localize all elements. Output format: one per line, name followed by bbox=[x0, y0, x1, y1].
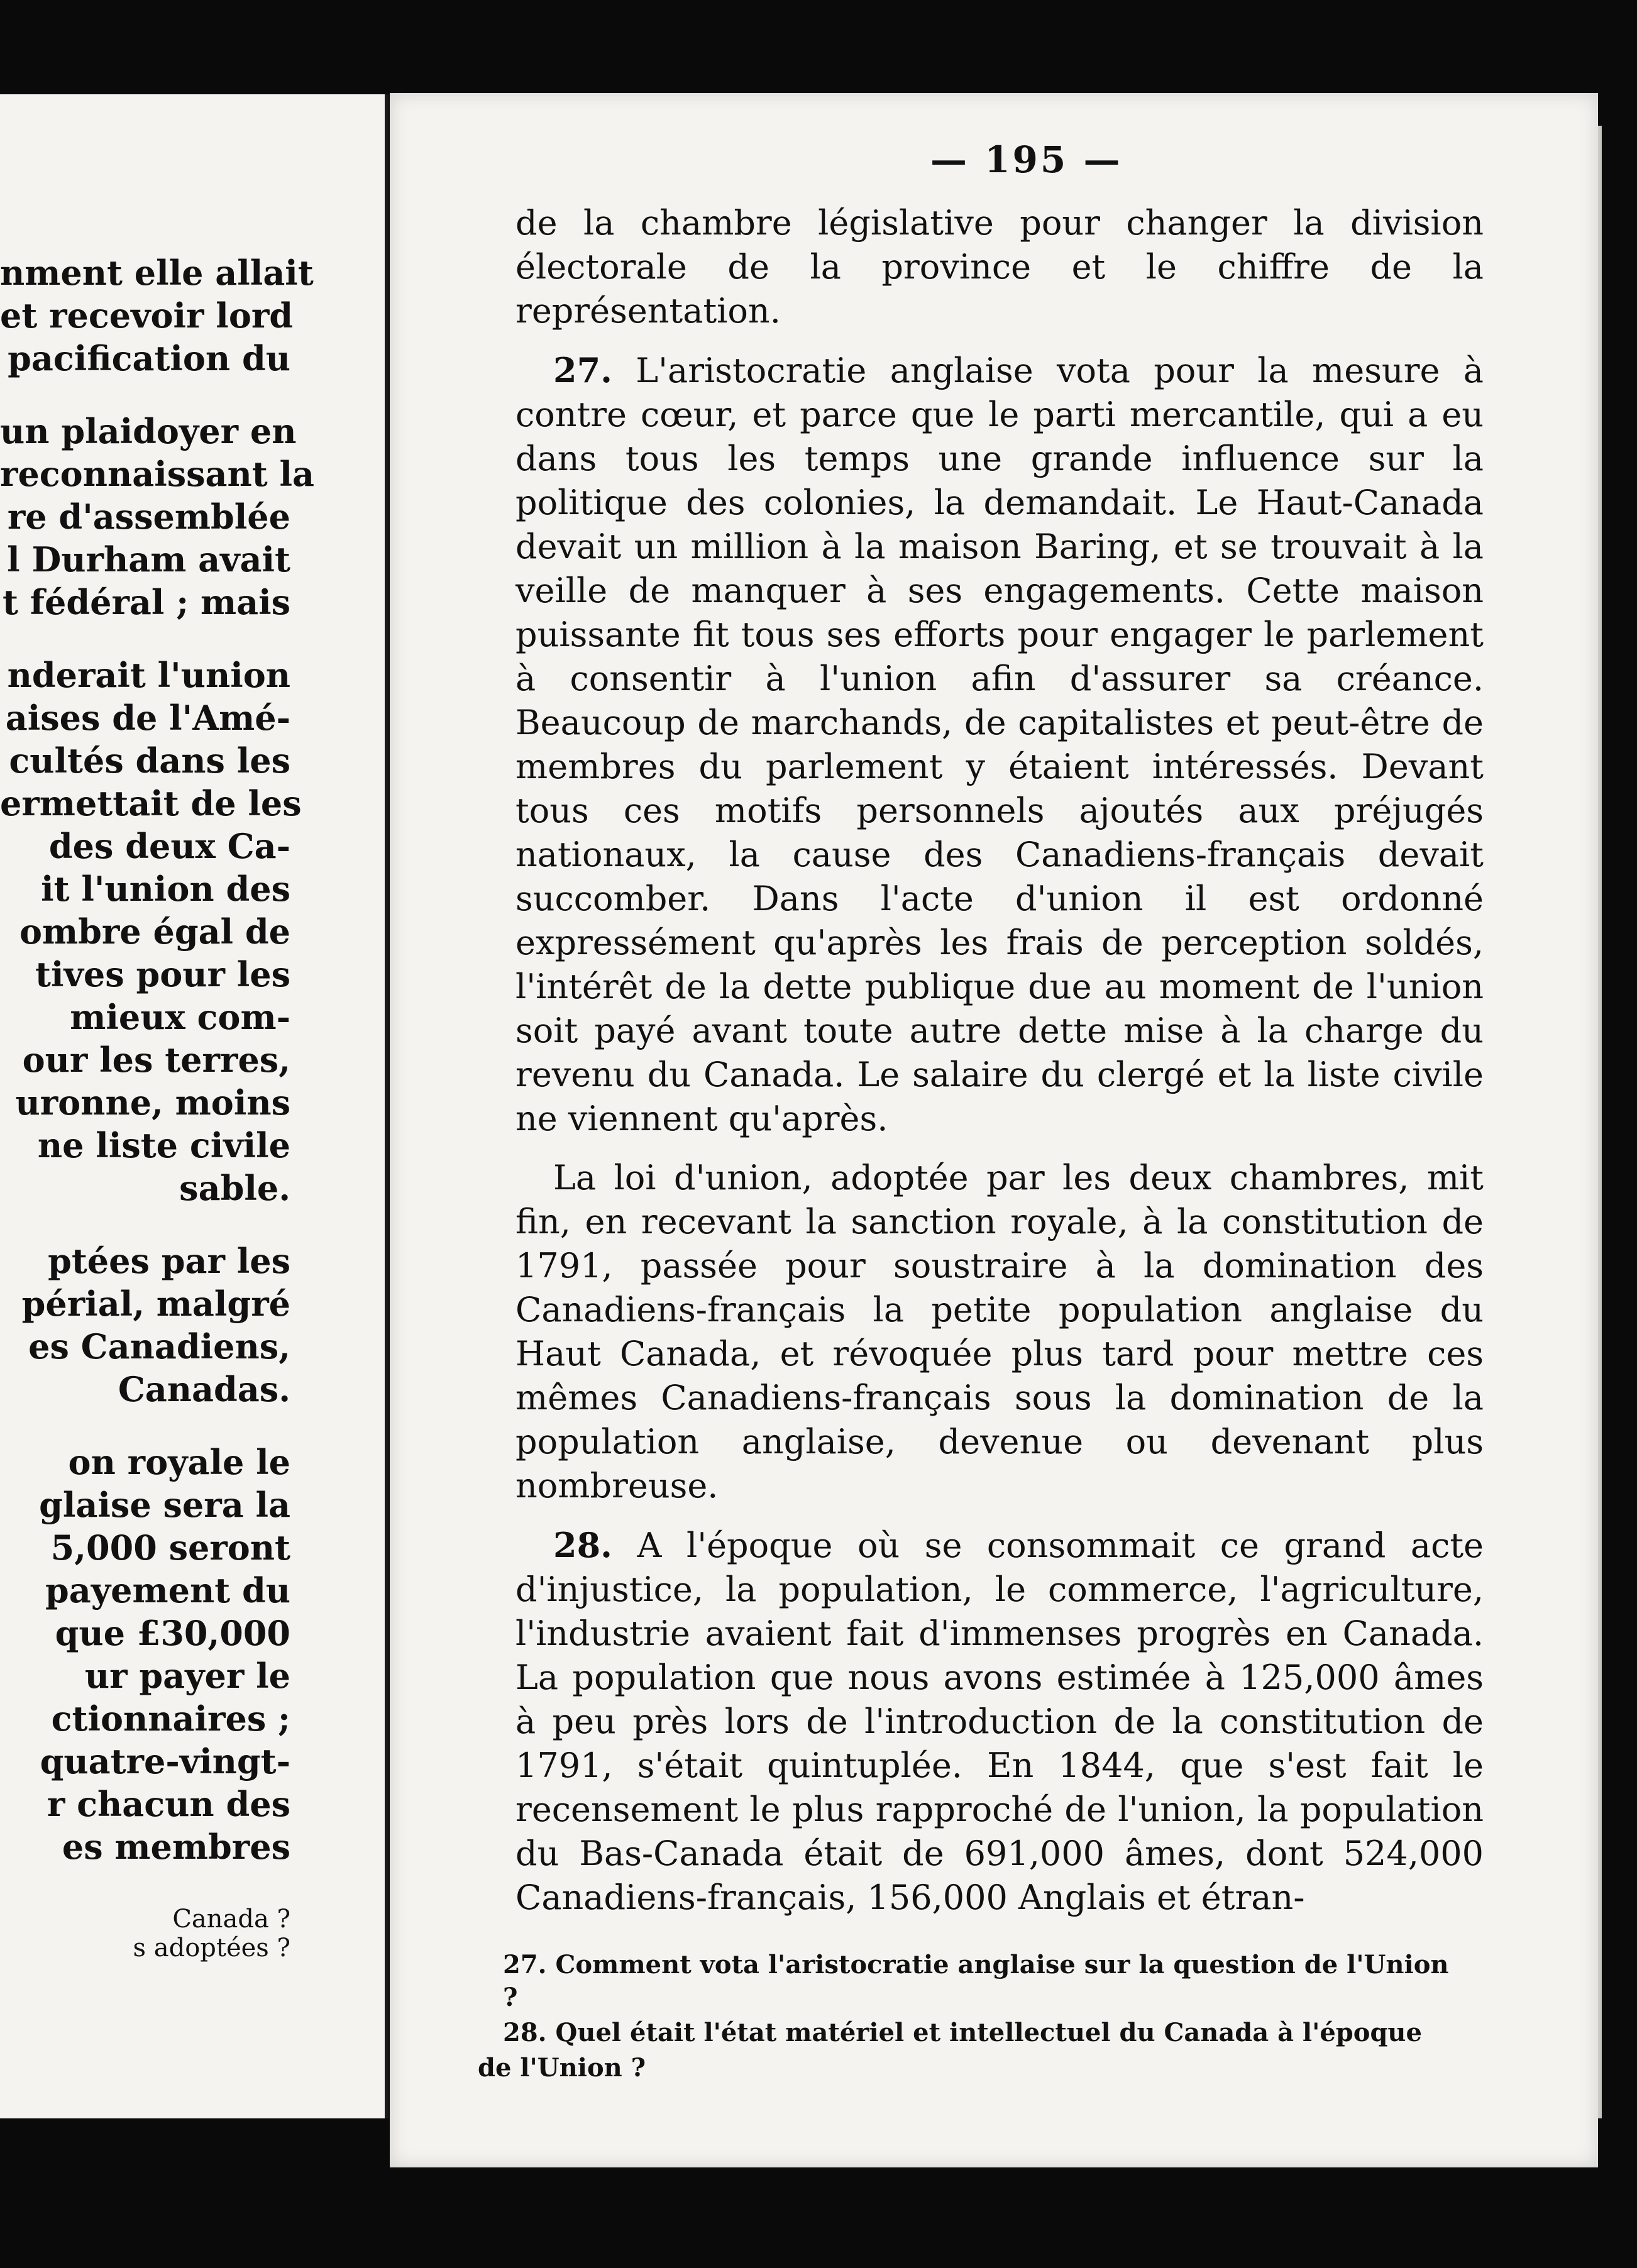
left-page-line: périal, malgré bbox=[21, 1284, 290, 1324]
left-page-line: glaise sera la bbox=[39, 1485, 290, 1525]
paragraph-union bbox=[515, 1156, 1484, 1508]
left-page-line: Canadas. bbox=[118, 1369, 290, 1409]
left-page-line: quatre-vingt- bbox=[40, 1741, 290, 1781]
left-page-line: es Canadiens, bbox=[28, 1326, 290, 1367]
footnote-28: 28. Quel était l'état matériel et intellectuel du Canada à l'époque bbox=[503, 2018, 1422, 2047]
left-page-line: 5,000 seront bbox=[50, 1528, 290, 1568]
left-page-line: ur payer le bbox=[84, 1656, 290, 1696]
left-page-line: ombre égal de bbox=[19, 911, 290, 952]
left-page-line: pacification du bbox=[8, 338, 290, 378]
left-page-line: ne liste civile bbox=[37, 1125, 290, 1165]
paragraph-union-text: La loi d'union, adoptée par les deux chambres, mit fin, en recevant la sanction royale, à la constitution de 1791, passée pour soustraire à la domination des Canadiens-français la petite population anglaise du Haut Canada, et révoquée plus tard pour mettre ces mêmes Canadiens-français sous la domination de la population anglaise, devenue ou devenant plus nombreuse. bbox=[515, 1158, 1484, 1506]
paragraph-27-number: 27. bbox=[553, 350, 612, 390]
paragraph-28-text: A l'époque où se consommait ce grand acte d'injustice, la population, le commerce, l'agriculture, l'industrie avaient fait d'immenses progrès en Canada. La population que nous avons estimée à 125,000 âmes à peu près lors de l'introduction de la constitution de 1791, s'était quintuplée. En 1844, que s'est fait le recensement le plus rapproché de l'union, la population du Bas-Canada était de 691,000 âmes, dont 524,000 Canadiens-français, 156,000 Anglais et étran- bbox=[515, 1526, 1484, 1917]
left-page-line: sable. bbox=[179, 1168, 290, 1208]
left-question-2: s adoptées ? bbox=[133, 1934, 290, 1962]
paragraph-1-text: de la chambre législative pour changer la division électorale de la province et le chiffre de la représentation. bbox=[515, 203, 1484, 331]
left-page-line: des deux Ca- bbox=[48, 826, 290, 866]
left-question-1: Canada ? bbox=[172, 1905, 290, 1934]
left-page-line: re d'assemblée bbox=[7, 497, 290, 537]
left-page-line: es membres bbox=[62, 1827, 290, 1867]
left-page-line: un plaidoyer en bbox=[0, 411, 297, 451]
left-page-line: tives pour les bbox=[35, 954, 290, 994]
left-page-line: que £30,000 bbox=[55, 1613, 290, 1653]
footnote-28-cont: de l'Union ? bbox=[478, 2053, 646, 2083]
left-page-line: ptées par les bbox=[48, 1241, 290, 1281]
footnote-27: 27. Comment vota l'aristocratie anglaise sur la question de l'Union ? bbox=[503, 1950, 1449, 2012]
left-page-line: ctionnaires ; bbox=[51, 1698, 290, 1739]
paragraph-1 bbox=[515, 201, 1484, 333]
page-number: — 195 — bbox=[930, 138, 1123, 181]
left-page bbox=[0, 94, 389, 2118]
paragraph-27 bbox=[515, 348, 1484, 1141]
body-text bbox=[515, 201, 1484, 1935]
left-page-line: et recevoir lord bbox=[0, 295, 294, 336]
left-page-line: uronne, moins bbox=[15, 1082, 290, 1123]
left-page-line: ermettait de les bbox=[0, 783, 302, 823]
left-page-line: it l'union des bbox=[41, 869, 290, 909]
left-page-line: aises de l'Amé- bbox=[5, 698, 290, 738]
left-page-line: mieux com- bbox=[70, 997, 290, 1037]
paragraph-28 bbox=[515, 1523, 1484, 1920]
left-page-line: nderait l'union bbox=[7, 655, 290, 695]
left-page-text bbox=[0, 251, 315, 1868]
left-page-line: payement du bbox=[45, 1570, 290, 1610]
left-page-line: t fédéral ; mais bbox=[3, 582, 290, 622]
left-page-line: reconnaissant la bbox=[0, 454, 315, 494]
left-page-line: r chacun des bbox=[47, 1784, 290, 1824]
left-page-line: nment elle allait bbox=[0, 253, 314, 293]
footnotes bbox=[478, 1949, 1458, 2087]
left-page-line: cultés dans les bbox=[9, 740, 290, 781]
left-page-line: l Durham avait bbox=[7, 539, 290, 580]
left-page-line: our les terres, bbox=[22, 1040, 290, 1080]
paragraph-28-number: 28. bbox=[553, 1525, 612, 1565]
left-page-questions bbox=[0, 1905, 290, 1962]
left-page-line: on royale le bbox=[68, 1442, 290, 1482]
paragraph-27-text: L'aristocratie anglaise vota pour la mesure à contre cœur, et parce que le parti mercantile, qui a eu dans tous les temps une grande influence sur la politique des colonies, la demandait. Le Haut-Canada devait un million à la maison Baring, et se trouvait à la veille de manquer à ses engagements. Cette maison puissante fit tous ses efforts pour engager le parlement à consentir à l'union afin d'assurer sa créance. Beaucoup de marchands, de capitalistes et peut-être de membres du parlement y étaient intéressés. Devant tous ces motifs personnels ajoutés aux préjugés nationaux, la cause des Canadiens-français devait succomber. Dans l'acte d'union il est ordonné expressément qu'après les frais de perception soldés, l'intérêt de la dette publique due au moment de l'union soit payé avant toute autre dette mise à la charge du revenu du Canada. Le salaire du clergé et la liste civile ne viennent qu'après. bbox=[515, 351, 1484, 1138]
